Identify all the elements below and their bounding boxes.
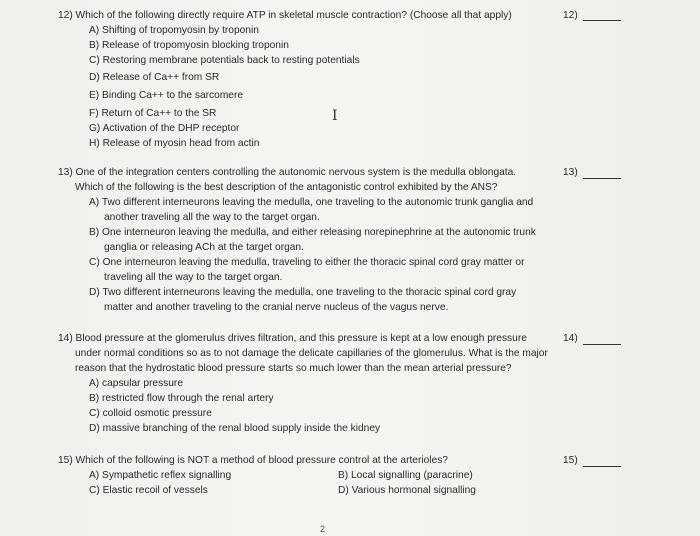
question-13-option-d[interactable]: D) Two different interneurons leaving the medulla, one traveling to the thoracic spinal cord gray bbox=[89, 287, 517, 298]
question-12-option-g[interactable]: G) Activation of the DHP receptor bbox=[89, 123, 240, 134]
question-15-option-b[interactable]: B) Local signalling (paracrine) bbox=[338, 470, 473, 481]
question-15-options-row-2 bbox=[58, 483, 558, 498]
question-13-option-b-cont: ganglia or releasing ACh at the target organ. bbox=[104, 242, 304, 253]
question-15 bbox=[58, 453, 558, 498]
question-14-option-c[interactable]: C) colloid osmotic pressure bbox=[89, 408, 212, 419]
answer-number-15: 15) bbox=[563, 455, 578, 466]
question-13-stem-line-1: 13) One of the integration centers controlling the autonomic nervous system is the medulla oblongata. bbox=[58, 167, 517, 178]
question-13-option-b[interactable]: B) One interneuron leaving the medulla, and either releasing norepinephrine at the autonomic trunk bbox=[89, 227, 536, 238]
question-12-option-a[interactable]: A) Shifting of tropomyosin by troponin bbox=[89, 25, 259, 36]
question-12-option-b[interactable]: B) Release of tropomyosin blocking troponin bbox=[89, 40, 289, 51]
question-14-option-a[interactable]: A) capsular pressure bbox=[89, 378, 183, 389]
question-13 bbox=[58, 165, 558, 315]
question-13-option-c-cont: traveling all the way to the target organ. bbox=[104, 272, 283, 283]
question-12-option-e[interactable]: E) Binding Ca++ to the sarcomere bbox=[89, 90, 244, 101]
question-15-options-row-1 bbox=[58, 468, 558, 483]
question-12-option-h[interactable]: H) Release of myosin head from actin bbox=[89, 138, 260, 149]
answer-line-15[interactable] bbox=[583, 466, 621, 467]
question-15-option-a[interactable]: A) Sympathetic reflex signalling bbox=[89, 470, 232, 481]
question-14-stem-line-3: reason that the hydrostatic blood pressure starts so much lower than the mean arterial pressure? bbox=[75, 363, 512, 374]
question-13-option-a[interactable]: A) Two different interneurons leaving the medulla, one traveling to the autonomic trunk ganglia and bbox=[89, 197, 534, 208]
page-number: 2 bbox=[320, 524, 326, 534]
answer-number-12: 12) bbox=[563, 10, 578, 21]
question-13-option-d-cont: matter and another traveling to the cranial nerve nucleus of the vagus nerve. bbox=[104, 302, 449, 313]
question-14-option-d[interactable]: D) massive branching of the renal blood supply inside the kidney bbox=[89, 423, 381, 434]
question-12-option-c[interactable]: C) Restoring membrane potentials back to resting potentials bbox=[89, 55, 360, 66]
question-14 bbox=[58, 331, 558, 436]
question-12-option-d[interactable]: D) Release of Ca++ from SR bbox=[89, 72, 220, 83]
question-14-stem-line-1: 14) Blood pressure at the glomerulus drives filtration, and this pressure is kept at a low enough pressure bbox=[58, 333, 527, 344]
answer-number-14: 14) bbox=[563, 333, 578, 344]
question-13-option-c[interactable]: C) One interneuron leaving the medulla, traveling to either the thoracic spinal cord gray matter or bbox=[89, 257, 525, 268]
question-15-stem: 15) Which of the following is NOT a method of blood pressure control at the arterioles? bbox=[58, 455, 448, 466]
answer-number-13: 13) bbox=[563, 167, 578, 178]
answer-line-13[interactable] bbox=[583, 178, 621, 179]
answer-line-12[interactable] bbox=[583, 20, 621, 21]
question-14-option-b[interactable]: B) restricted flow through the renal artery bbox=[89, 393, 274, 404]
question-12-stem: 12) Which of the following directly require ATP in skeletal muscle contraction? (Choose all that apply) bbox=[58, 10, 512, 21]
question-15-option-c[interactable]: C) Elastic recoil of vessels bbox=[89, 485, 208, 496]
question-15-option-d[interactable]: D) Various hormonal signalling bbox=[338, 485, 476, 496]
question-12 bbox=[58, 8, 558, 151]
question-12-option-f[interactable]: F) Return of Ca++ to the SR bbox=[89, 108, 217, 119]
answer-line-14[interactable] bbox=[583, 344, 621, 345]
question-13-stem-line-2: Which of the following is the best description of the antagonistic control exhibited by the ANS? bbox=[75, 182, 498, 193]
text-cursor-icon: I bbox=[332, 108, 338, 124]
question-14-stem-line-2: under normal conditions so as to not damage the delicate capillaries of the glomerulus. What is the major bbox=[75, 348, 548, 359]
question-13-option-a-cont: another traveling all the way to the target organ. bbox=[104, 212, 320, 223]
